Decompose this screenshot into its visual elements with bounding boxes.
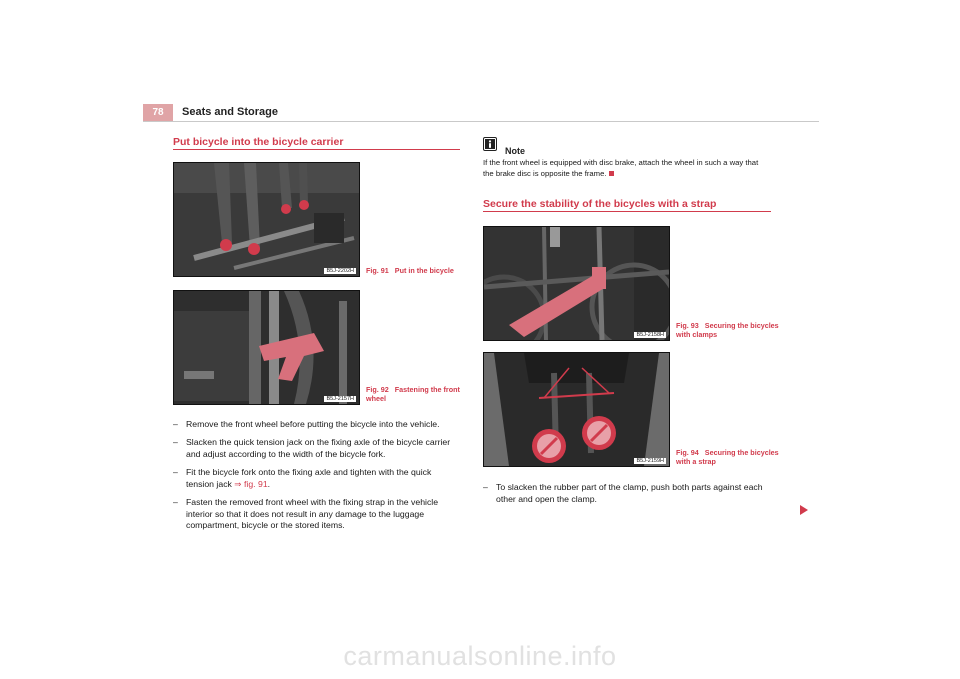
- step-3: – Fit the bicycle fork onto the fixing axle and tighten with the quick tension jack ⇒ fig. 91.: [173, 467, 432, 489]
- figure-code: B5J-2158H: [636, 332, 664, 338]
- info-icon: [483, 137, 497, 151]
- step-4: – Fasten the removed front wheel with the fixing strap in the vehicle interior so that it does not result in any damage to the luggage compartment, bicycle or the stored items.: [173, 497, 439, 530]
- figure-93-image: [483, 226, 670, 341]
- figure-code: B5J-2157H: [326, 396, 354, 402]
- fig-91-link[interactable]: ⇒ fig. 91: [234, 478, 268, 489]
- section-rule: [173, 149, 460, 150]
- step-clamp: – To slacken the rubber part of the clamp, push both parts against each other and open the clamp.: [483, 482, 763, 504]
- watermark: carmanualsonline.info: [343, 641, 617, 671]
- figure-94-image: [483, 352, 670, 467]
- figure-92-caption: Fig. 92 Fastening the front wheel: [366, 385, 460, 403]
- note-body: If the front wheel is equipped with disc brake, attach the wheel in such a way that the brake disc is opposite the frame.: [483, 158, 759, 178]
- figure-92-image: [173, 290, 360, 405]
- section-title-bicycle-carrier: Put bicycle into the bicycle carrier: [173, 136, 344, 148]
- figure-code: B5J-2159H: [636, 458, 664, 464]
- figure-94-caption: Fig. 94 Securing the bicycles with a strap: [676, 448, 779, 466]
- header-rule: [143, 121, 819, 122]
- figure-91-image: [173, 162, 360, 277]
- step-2: – Slacken the quick tension jack on the fixing axle of the bicycle carrier and adjust according to the width of the bicycle fork.: [173, 437, 451, 459]
- figure-93-caption: Fig. 93 Securing the bicycles with clamps: [676, 321, 779, 339]
- figure-91-caption: Fig. 91 Put in the bicycle: [366, 266, 454, 275]
- section-rule: [483, 211, 771, 212]
- step-1: – Remove the front wheel before putting the bicycle into the vehicle.: [173, 419, 440, 429]
- page-number: 78: [143, 104, 173, 122]
- note-label: Note: [505, 146, 525, 156]
- header-title: Seats and Storage: [182, 106, 278, 118]
- continue-arrow-icon[interactable]: [800, 505, 808, 515]
- section-title-strap: Secure the stability of the bicycles with a strap: [483, 198, 717, 210]
- end-of-section-icon: [609, 171, 614, 176]
- figure-code: B5J-2202H: [326, 268, 354, 274]
